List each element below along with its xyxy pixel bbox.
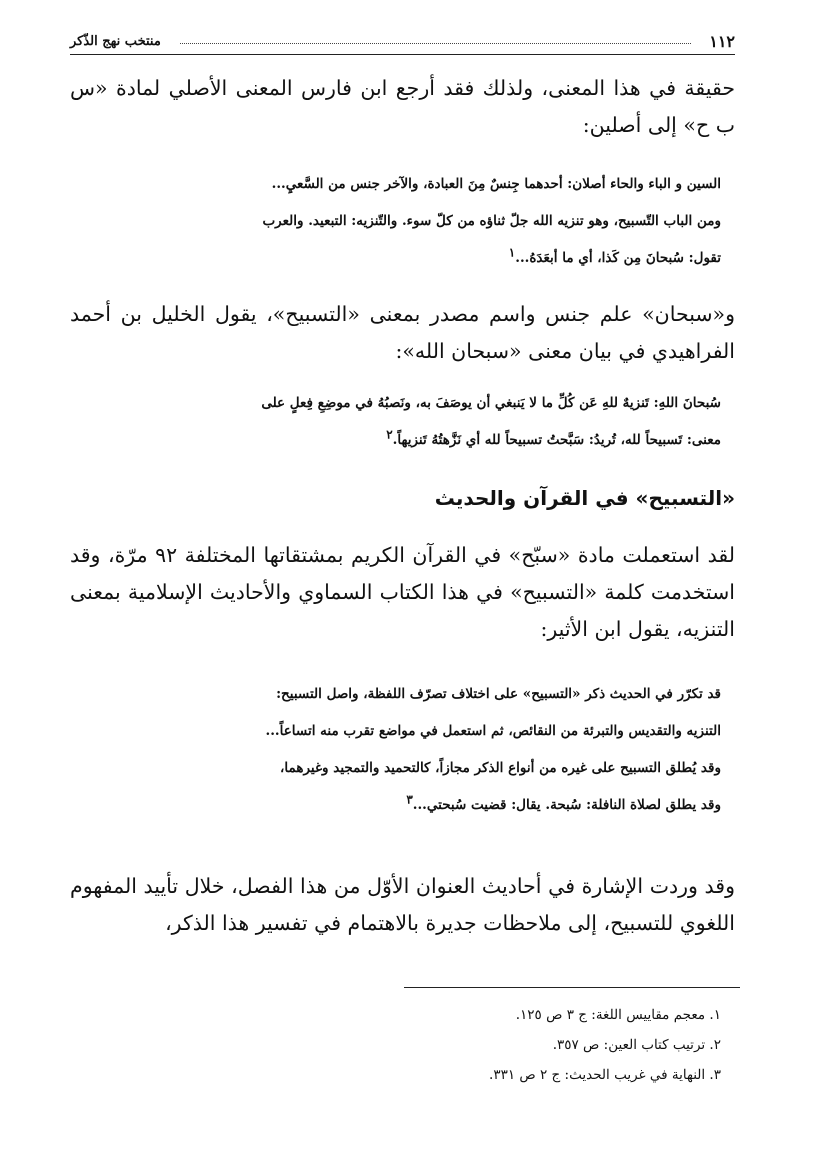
quote-line: تقول: سُبحانَ مِن كَذا، أي ما أبعَدَهُ...	[515, 250, 721, 266]
paragraph-4: وقد وردت الإشارة في أحاديث العنوان الأوّل من هذا الفصل، خلال تأييد المفهوم اللغوي للتسبيح، إلى ملاحظات جديرة بالاهتمام في تفسير هذا الذكر،	[70, 874, 735, 935]
paragraph-2: و«سبحان» علم جنس واسم مصدر بمعنى «التسبيح»، يقول الخليل بن أحمد الفراهيدي في بيان معنى «سبحان الله»:	[70, 302, 735, 363]
book-title: منتخب نهج الذّكر	[70, 34, 161, 49]
page-number: ١١٢	[709, 32, 735, 51]
section-heading: «التسبيح» في القرآن والحديث	[434, 486, 735, 510]
dotted-leader	[180, 33, 691, 44]
quote-khalil	[72, 385, 721, 459]
quote-line: التنزيه والتقديس والتبرئة من النقائص، ثم استعمل في مواضع تقرب منه اتساعاً...	[265, 723, 721, 739]
footnote-ref-3[interactable]: ٣	[406, 792, 413, 807]
footnote-ref-1[interactable]: ١	[508, 245, 516, 260]
quote-line: معنى: تَسبيحاً لله، تُريدُ: سَبَّحتُ تسبيحاً لله أي نَزَّهتُهُ تَنزيهاً.	[392, 432, 721, 448]
quote-ibn-faris	[72, 166, 721, 277]
footnote-3: ٣. النهاية في غريب الحديث: ج ٢ ص ٣٣١.	[489, 1067, 721, 1083]
quote-ibn-athir	[72, 676, 721, 824]
quote-line: وقد يطلق لصلاة النافلة: سُبحة. يقال: قضيت سُبحتي...	[412, 797, 721, 813]
footnote-ref-2[interactable]: ٢	[386, 427, 393, 442]
quote-line: ومن الباب التّسبيح، وهو تنزيه الله جلّ ثناؤه من كلّ سوء. والتّنزيه: التبعيد. والعرب	[262, 213, 721, 229]
footnote-separator	[404, 987, 740, 988]
paragraph-1: حقيقة في هذا المعنى، ولذلك فقد أرجع ابن فارس المعنى الأصلي لمادة «س ب ح» إلى أصلين:	[70, 76, 735, 137]
quote-line: قد تكرّر في الحديث ذكر «التسبيح» على اختلاف تصرّف اللفظة، واصل التسبيح:	[276, 686, 721, 702]
quote-line: السين و الباء والحاء أصلان: أحدهما جِنسٌ مِنَ العبادة، والآخر جنس من السَّعيِ...	[271, 176, 721, 192]
footnotes	[489, 1000, 721, 1090]
footnote-2: ٢. ترتيب كتاب العين: ص ٣٥٧.	[552, 1037, 721, 1053]
quote-line: سُبحانَ اللهِ: تَنزيهٌ للهِ عَن كُلِّ ما لا يَنبغي أن يوصَفَ به، ونَصبُهُ في موضِعِ فِعلٍ على	[261, 395, 721, 411]
quote-line: وقد يُطلق التسبيح على غيره من أنواع الذكر مجازاً، كالتحميد والتمجيد وغيرهما،	[280, 760, 721, 776]
running-header	[70, 30, 735, 55]
footnote-1: ١. معجم مقاييس اللغة: ج ٣ ص ١٢٥.	[515, 1007, 721, 1023]
paragraph-3: لقد استعملت مادة «سبّح» في القرآن الكريم بمشتقاتها المختلفة ٩٢ مرّة، وقد استخدمت كلمة «التسبيح» في هذا الكتاب السماوي والأحاديث الإسلامية بمعنى التنزيه، يقول ابن الأثير:	[70, 543, 735, 641]
